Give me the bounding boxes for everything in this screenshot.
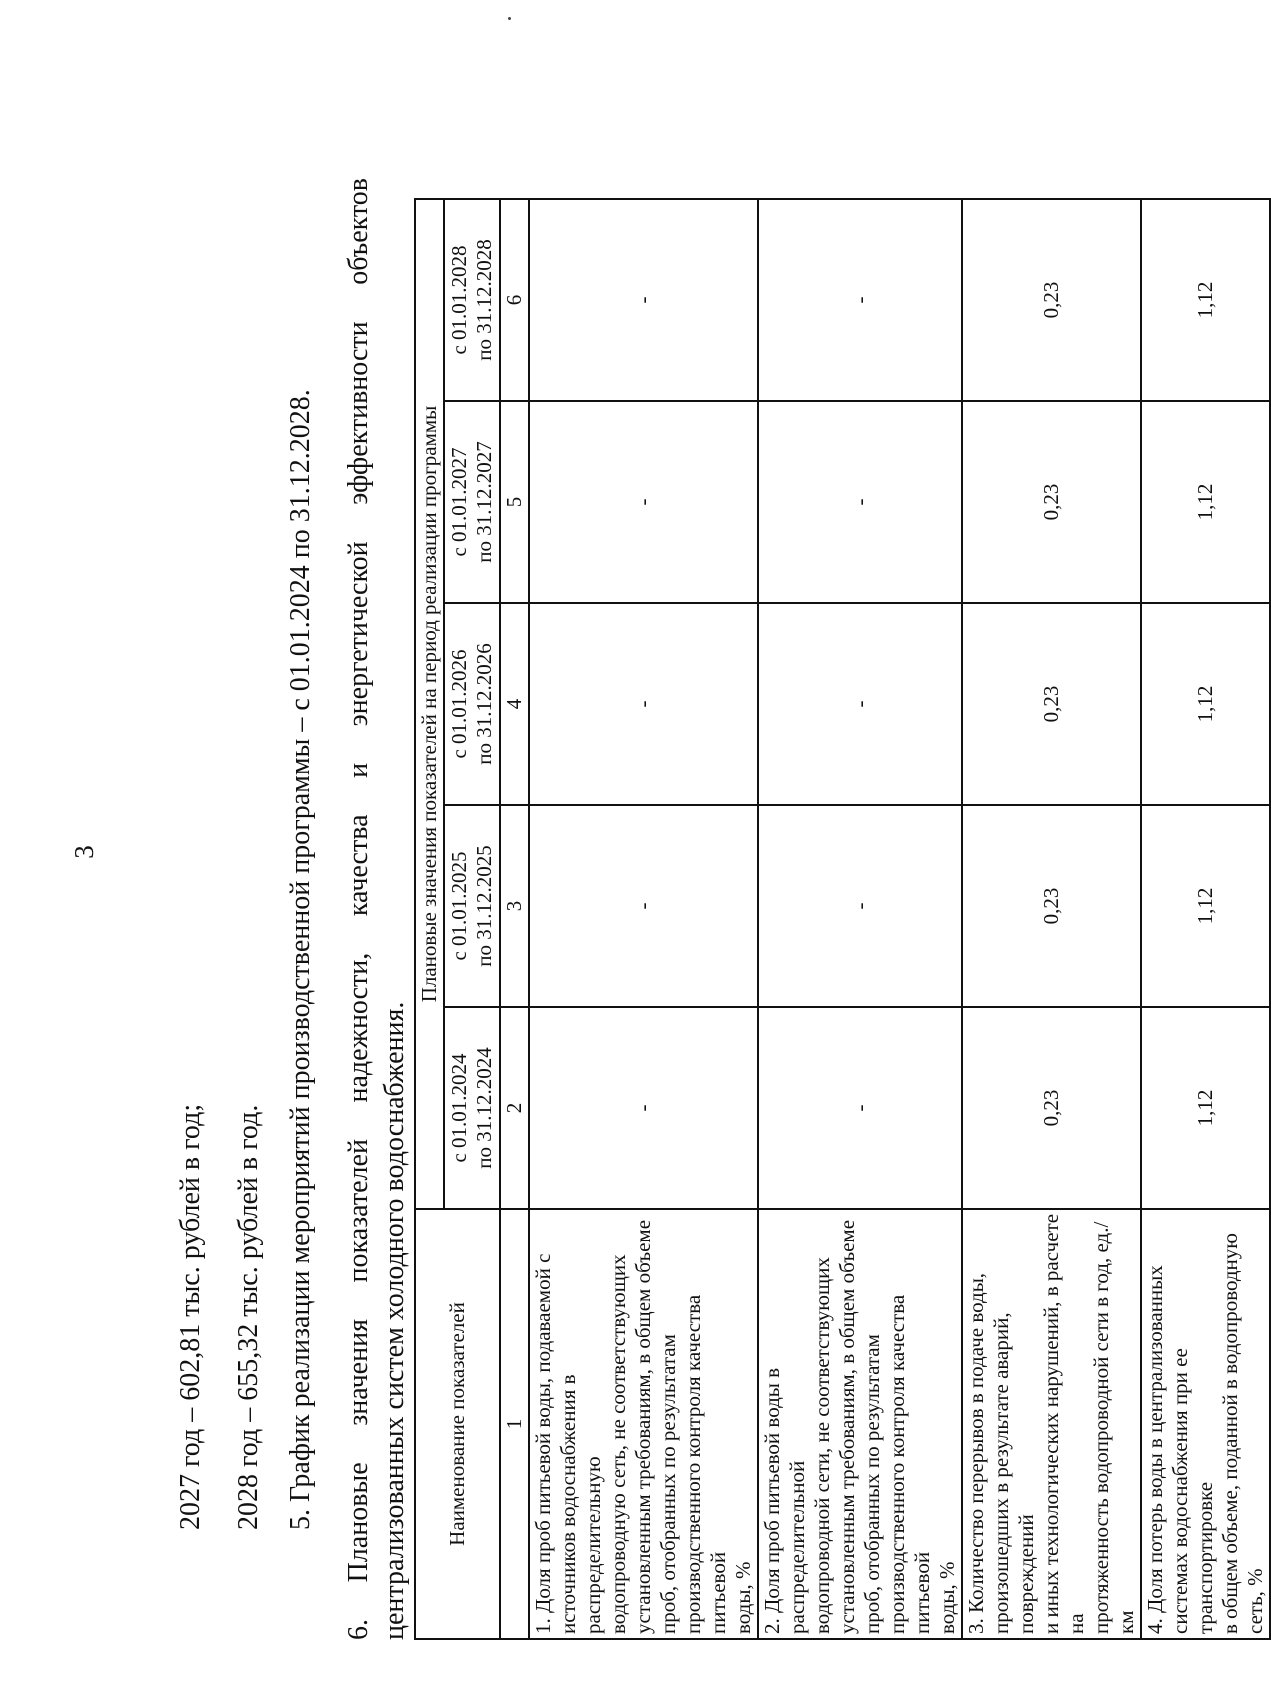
header-period: с 01.01.2027 по 31.12.2027: [444, 401, 500, 603]
plan-value: 0,23: [962, 199, 1141, 401]
scan-speck: [508, 17, 511, 20]
table-row: [758, 199, 962, 1639]
plan-value: 1,12: [1141, 805, 1270, 1007]
plan-value: -: [529, 199, 758, 401]
indicator-name: 3. Количество перерывов в подаче воды, произошедших в результате аварий, повреждений и иных технологических нарушений, в расчете на протяженность водопроводной сети в год, ед./км: [962, 1209, 1141, 1639]
column-number: 5: [500, 401, 529, 603]
indicator-name: 4. Доля потерь воды в централизованных системах водоснабжения при ее транспортировке в общем объеме, поданной в водопроводную сеть, %: [1141, 1209, 1270, 1639]
plan-value: -: [529, 603, 758, 805]
header-indicator-name: Наименование показателей: [415, 1209, 500, 1639]
table-row: [529, 199, 758, 1639]
plan-value: -: [529, 805, 758, 1007]
plan-value: 1,12: [1141, 603, 1270, 805]
indicators-table: [414, 198, 1271, 1640]
plan-value: -: [758, 1007, 962, 1209]
plan-value: -: [758, 401, 962, 603]
plan-value: -: [758, 199, 962, 401]
plan-value: -: [529, 1007, 758, 1209]
table-row: [962, 199, 1141, 1639]
plan-value: 1,12: [1141, 401, 1270, 603]
plan-value: -: [758, 805, 962, 1007]
header-period: с 01.01.2026 по 31.12.2026: [444, 603, 500, 805]
plan-value: 1,12: [1141, 1007, 1270, 1209]
indicator-name: 2. Доля проб питьевой воды в распределительной водопроводной сети, не соответствующих установленным требованиям, в общем объеме проб, отобранных по результатам производственного контроля качества питьевой воды, %: [758, 1209, 962, 1639]
column-number: 3: [500, 805, 529, 1007]
section-5-schedule: 5. График реализации мероприятий производственной программы – с 01.01.2024 по 31.12.2028.: [285, 389, 316, 1530]
plan-value: 0,23: [962, 401, 1141, 603]
plan-value: 0,23: [962, 1007, 1141, 1209]
header-plan-values: Плановые значения показателей на период реализации программы: [415, 199, 444, 1209]
column-number: 2: [500, 1007, 529, 1209]
plan-value: 1,12: [1141, 199, 1270, 401]
column-number: 6: [500, 199, 529, 401]
budget-line-2027: 2027 год – 602,81 тыс. рублей в год;: [175, 1103, 206, 1530]
section-6-heading-line-1: 6. Плановые значения показателей надежности, качества и энергетической эффективности объектов: [343, 178, 374, 1640]
page-number: 3: [69, 845, 99, 859]
table-row: [1141, 199, 1270, 1639]
budget-line-2028: 2028 год – 655,32 тыс. рублей в год.: [233, 1104, 264, 1530]
rotated-page-content: [132, 170, 1267, 1640]
column-number: 1: [500, 1209, 529, 1639]
plan-value: -: [758, 603, 962, 805]
header-period: с 01.01.2024 по 31.12.2024: [444, 1007, 500, 1209]
section-6-heading-line-2: централизованных систем холодного водоснабжения.: [379, 1001, 410, 1640]
column-number: 4: [500, 603, 529, 805]
plan-value: -: [529, 401, 758, 603]
header-period: с 01.01.2028 по 31.12.2028: [444, 199, 500, 401]
header-period: с 01.01.2025 по 31.12.2025: [444, 805, 500, 1007]
plan-value: 0,23: [962, 805, 1141, 1007]
plan-value: 0,23: [962, 603, 1141, 805]
indicator-name: 1. Доля проб питьевой воды, подаваемой с источников водоснабжения в распределительную водопроводную сеть, не соответствующих установленным требованиям, в общем объеме проб, отобранных по результатам производственного контроля качества питьевой воды, %: [529, 1209, 758, 1639]
